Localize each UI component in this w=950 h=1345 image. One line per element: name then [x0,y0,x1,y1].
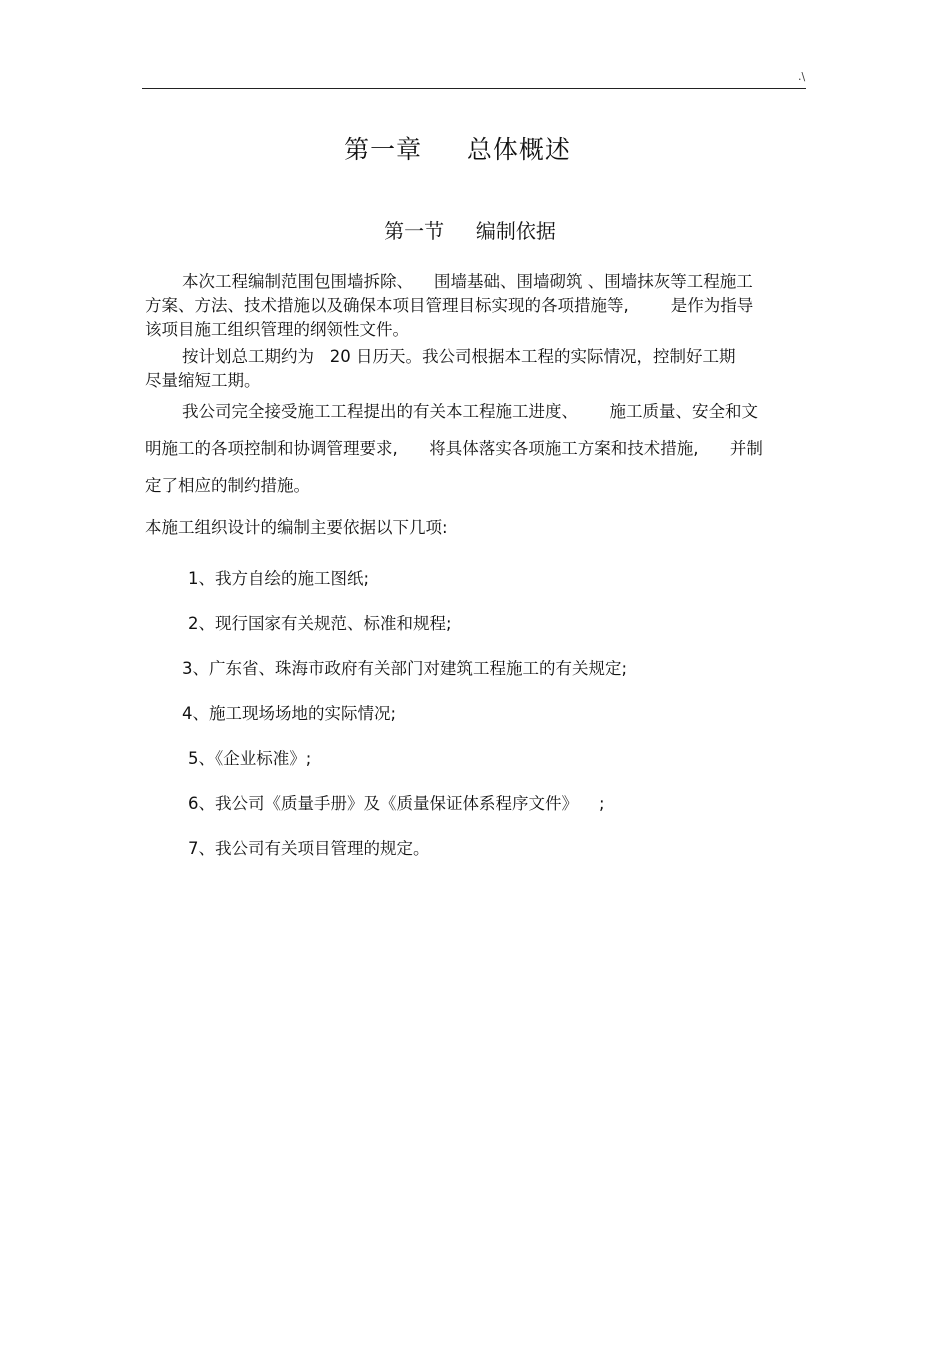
list-item: 4、施工现场场地的实际情况; [182,704,397,723]
paragraph-line: 明施工的各项控制和协调管理要求, 将具体落实各项施工方案和技术措施, 并制 [145,439,763,458]
paragraph-basis-intro [145,516,805,540]
paragraph-line: 本次工程编制范围包围墙拆除、 围墙基础、围墙砌筑 、围墙抹灰等工程施工 [182,272,753,291]
list-item: 2、现行国家有关规范、标准和规程; [188,614,452,633]
paragraph-schedule [145,345,805,393]
paragraph-scope [145,270,805,342]
list-item: 1、我方自绘的施工图纸; [188,569,370,588]
section-title: 第一节 编制依据 [384,219,556,243]
list-item: 7、我公司有关项目管理的规定。 [188,839,430,858]
paragraph-commitment [145,400,805,511]
paragraph-line: 本施工组织设计的编制主要依据以下几项: [145,518,448,537]
paragraph-line: 该项目施工组织管理的纲领性文件。 [145,320,409,339]
paragraph-line: 定了相应的制约措施。 [145,476,310,495]
paragraph-line: 方案、方法、技术措施以及确保本项目管理目标实现的各项措施等, 是作为指导 [145,296,754,315]
header-rule [142,88,806,89]
paragraph-line: 按计划总工期约为 20 日历天。我公司根据本工程的实际情况，控制好工期 [182,347,736,366]
paragraph-line: 我公司完全接受施工工程提出的有关本工程施工进度、 施工质量、安全和文 [182,402,758,421]
list-item: 5、《企业标准》; [188,749,312,768]
chapter-title: 第一章 总体概述 [344,135,571,164]
list-item: 3、广东省、珠海市政府有关部门对建筑工程施工的有关规定; [182,659,628,678]
list-item: 6、我公司《质量手册》及《质量保证体系程序文件》 ; [188,794,605,813]
header-mark: .\ [798,70,806,83]
paragraph-line: 尽量缩短工期。 [145,371,261,390]
